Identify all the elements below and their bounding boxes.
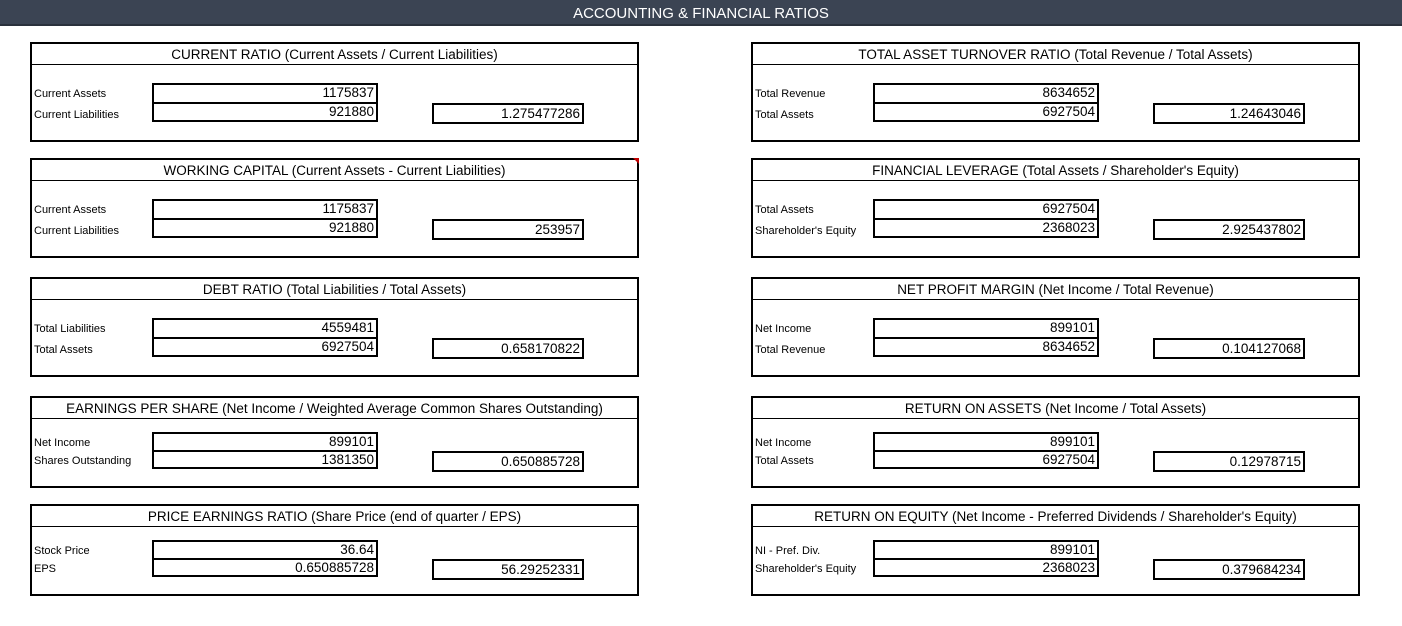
row-label: NI - Pref. Div. [755, 545, 821, 557]
result-cell[interactable]: 0.658170822 [432, 338, 584, 359]
comment-indicator-icon[interactable] [633, 158, 639, 164]
panel-heading: CURRENT RATIO (Current Assets / Current Liabilities) [32, 44, 637, 65]
value-cell[interactable]: 899101 [873, 318, 1099, 338]
value-cell[interactable]: 1381350 [152, 451, 378, 469]
result-cell[interactable]: 0.104127068 [1153, 338, 1305, 359]
row-label: Net Income [34, 437, 91, 449]
value-cell[interactable]: 899101 [873, 432, 1099, 451]
result-cell[interactable]: 2.925437802 [1153, 219, 1305, 240]
sheet-title: ACCOUNTING & FINANCIAL RATIOS [0, 0, 1402, 26]
panel-heading: FINANCIAL LEVERAGE (Total Assets / Shareholder's Equity) [753, 160, 1358, 181]
row-label: Shares Outstanding [34, 455, 132, 467]
financial-leverage-panel [751, 158, 1360, 258]
panel-heading: TOTAL ASSET TURNOVER RATIO (Total Revenue / Total Assets) [753, 44, 1358, 65]
price-earnings-ratio-panel [30, 504, 639, 596]
panel-heading: WORKING CAPITAL (Current Assets - Current Liabilities) [32, 160, 637, 181]
panel-heading: EARNINGS PER SHARE (Net Income / Weighted Average Common Shares Outstanding) [32, 398, 637, 419]
total-asset-turnover-panel [751, 42, 1360, 142]
return-on-equity-panel [751, 504, 1360, 596]
panel-heading: NET PROFIT MARGIN (Net Income / Total Revenue) [753, 279, 1358, 300]
row-label: EPS [34, 563, 57, 575]
value-cell[interactable]: 2368023 [873, 219, 1099, 238]
row-label: Total Revenue [755, 344, 826, 356]
result-cell[interactable]: 1.24643046 [1153, 103, 1305, 124]
value-cell[interactable]: 0.650885728 [152, 559, 378, 577]
value-cell[interactable]: 8634652 [873, 83, 1099, 103]
value-cell[interactable]: 2368023 [873, 559, 1099, 577]
row-label: Current Liabilities [34, 225, 119, 237]
panel-heading: RETURN ON ASSETS (Net Income / Total Assets) [753, 398, 1358, 419]
value-cell[interactable]: 4559481 [152, 318, 378, 338]
panel-heading: RETURN ON EQUITY (Net Income - Preferred Dividends / Shareholder's Equity) [753, 506, 1358, 527]
row-label: Shareholder's Equity [755, 563, 857, 575]
row-label: Total Liabilities [34, 323, 106, 335]
value-cell[interactable]: 6927504 [873, 451, 1099, 469]
row-label: Stock Price [34, 545, 90, 557]
row-label: Total Assets [755, 109, 814, 121]
row-label: Total Assets [755, 204, 814, 216]
row-label: Total Revenue [755, 88, 826, 100]
earnings-per-share-panel [30, 396, 639, 488]
value-cell[interactable]: 899101 [873, 540, 1099, 559]
value-cell[interactable]: 6927504 [873, 199, 1099, 219]
value-cell[interactable]: 1175837 [152, 199, 378, 219]
value-cell[interactable]: 6927504 [152, 338, 378, 357]
row-label: Total Assets [755, 455, 814, 467]
result-cell[interactable]: 253957 [432, 219, 584, 240]
result-cell[interactable]: 0.379684234 [1153, 559, 1305, 580]
panel-heading: PRICE EARNINGS RATIO (Share Price (end of quarter / EPS) [32, 506, 637, 527]
row-label: Net Income [755, 323, 812, 335]
result-cell[interactable]: 0.650885728 [432, 451, 584, 472]
value-cell[interactable]: 1175837 [152, 83, 378, 103]
net-profit-margin-panel [751, 277, 1360, 377]
value-cell[interactable]: 921880 [152, 103, 378, 122]
working-capital-panel [30, 158, 639, 258]
result-cell[interactable]: 56.29252331 [432, 559, 584, 580]
debt-ratio-panel [30, 277, 639, 377]
row-label: Current Liabilities [34, 109, 119, 121]
current-ratio-panel [30, 42, 639, 142]
value-cell[interactable]: 899101 [152, 432, 378, 451]
return-on-assets-panel [751, 396, 1360, 488]
value-cell[interactable]: 36.64 [152, 540, 378, 559]
value-cell[interactable]: 921880 [152, 219, 378, 238]
row-label: Total Assets [34, 344, 93, 356]
row-label: Current Assets [34, 88, 107, 100]
value-cell[interactable]: 6927504 [873, 103, 1099, 122]
row-label: Shareholder's Equity [755, 225, 857, 237]
value-cell[interactable]: 8634652 [873, 338, 1099, 357]
panel-heading: DEBT RATIO (Total Liabilities / Total Assets) [32, 279, 637, 300]
result-cell[interactable]: 0.12978715 [1153, 451, 1305, 472]
row-label: Net Income [755, 437, 812, 449]
result-cell[interactable]: 1.275477286 [432, 103, 584, 124]
row-label: Current Assets [34, 204, 107, 216]
